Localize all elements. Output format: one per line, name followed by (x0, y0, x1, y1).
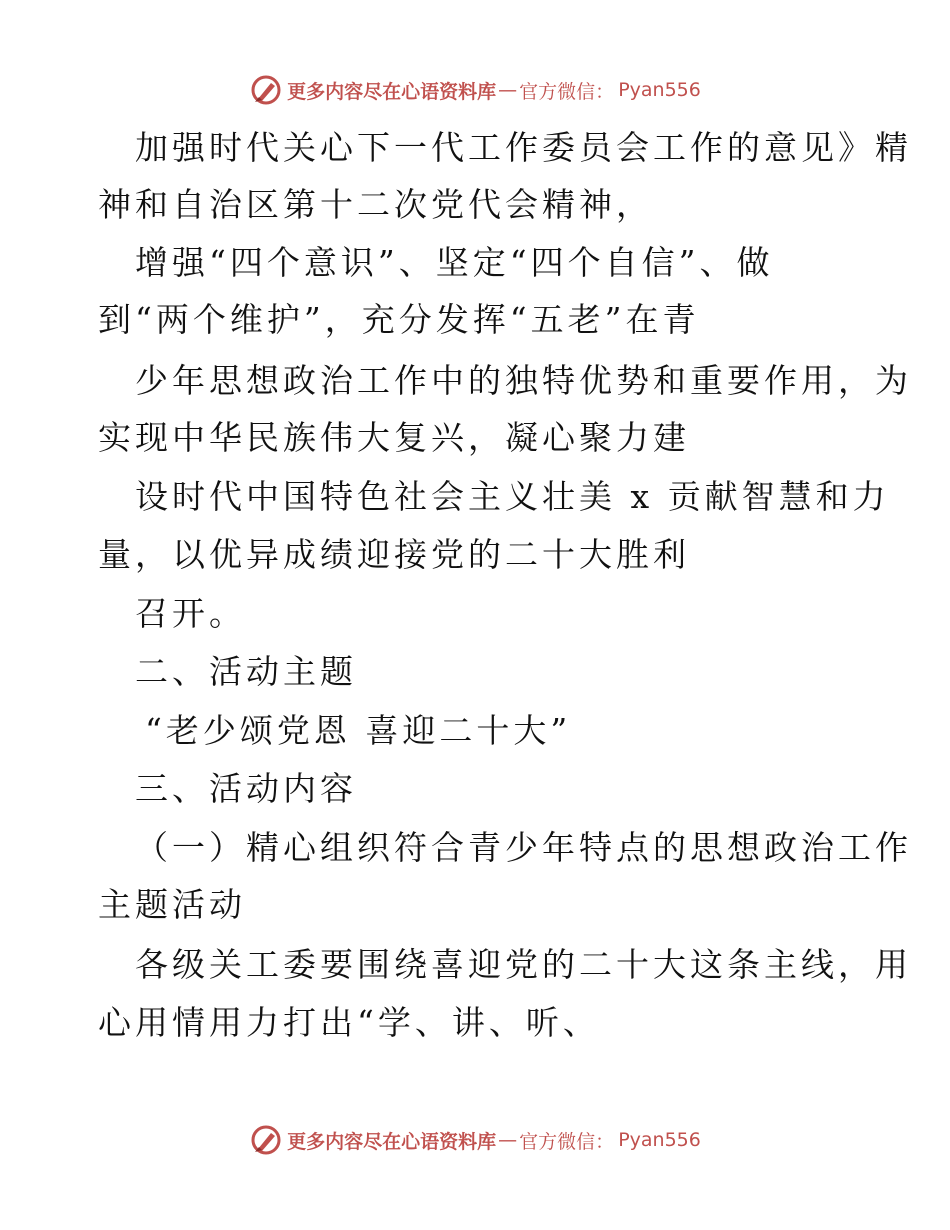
header-watermark (0, 70, 950, 110)
body-line: 少年思想政治工作中的独特优势和重要作用，为 (135, 361, 912, 400)
watermark-id: Pyan556 (618, 79, 701, 101)
watermark-brand: 更多内容尽在心语资料库 (287, 80, 497, 103)
body-line: 心用情用力打出“学、讲、听、 (98, 1003, 600, 1042)
pen-nib-circle-icon (249, 1123, 283, 1157)
body-line: 设时代中国特色社会主义壮美 x 贡献智慧和力 (135, 477, 890, 516)
body-line: 到“两个维护”，充分发挥“五老”在青 (98, 300, 700, 339)
watermark-label: 官方微信： (519, 80, 615, 103)
body-line: 量，以优异成绩迎接党的二十大胜利 (98, 535, 690, 574)
section-heading: 三、活动内容 (135, 769, 357, 808)
body-line: 各级关工委要围绕喜迎党的二十大这条主线，用 (135, 945, 912, 984)
body-line: 召开。 (135, 594, 246, 633)
watermark-brand: 更多内容尽在心语资料库 (287, 1130, 497, 1153)
body-line: 增强“四个意识”、坚定“四个自信”、做 (135, 243, 774, 282)
body-line: 加强时代关心下一代工作委员会工作的意见》精 (135, 128, 912, 167)
watermark-dash: — (498, 79, 518, 101)
subsection-heading: （一）精心组织符合青少年特点的思想政治工作 (135, 828, 912, 867)
watermark-dash: — (498, 1129, 518, 1151)
watermark-label: 官方微信： (519, 1130, 615, 1153)
body-line: 神和自治区第十二次党代会精神， (98, 185, 653, 224)
body-line: 实现中华民族伟大复兴，凝心聚力建 (98, 418, 690, 457)
section-heading: 二、活动主题 (135, 652, 357, 691)
theme-slogan: “老少颂党恩 喜迎二十大” (145, 711, 572, 750)
pen-nib-circle-icon (249, 73, 283, 107)
footer-watermark (0, 1120, 950, 1160)
subsection-heading: 主题活动 (98, 885, 246, 924)
watermark-id: Pyan556 (618, 1129, 701, 1151)
